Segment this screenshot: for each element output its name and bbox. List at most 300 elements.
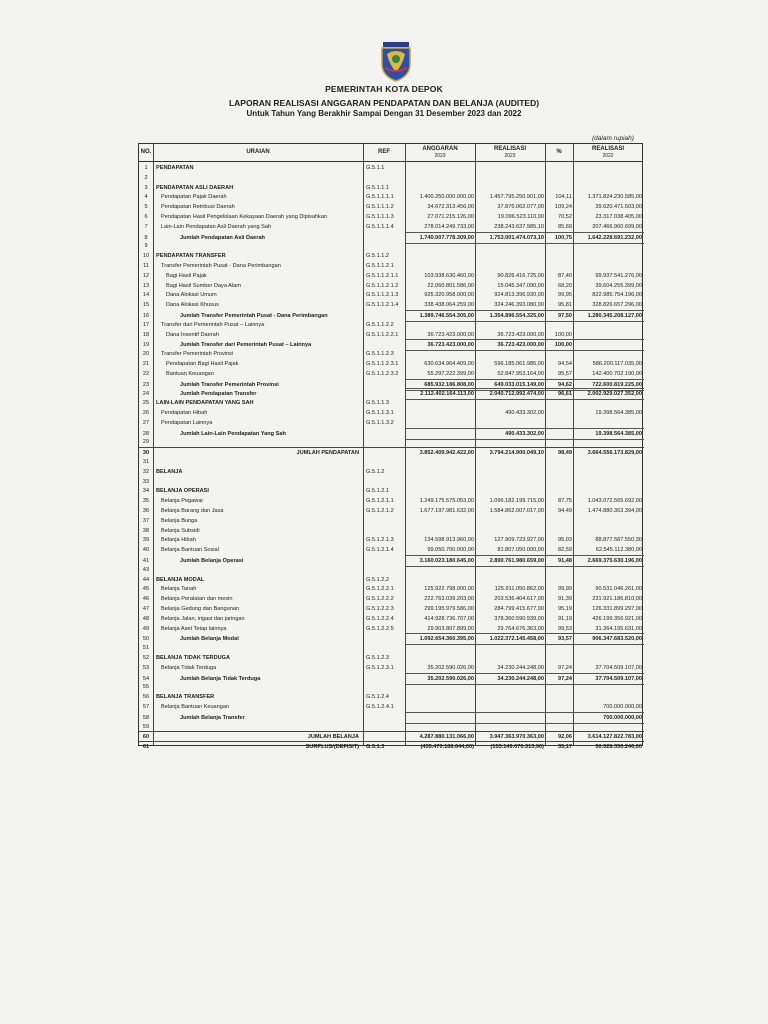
row-no: 21 (142, 361, 150, 367)
row-anggaran: 55.297.222.399,00 (427, 370, 474, 377)
row-percent: 68,20 (558, 282, 572, 289)
row-percent: 95,57 (558, 370, 572, 377)
row-realisasi: 37.876.062.077,00 (497, 204, 544, 211)
row-no: 58 (142, 714, 150, 721)
row-uraian: BELANJA MODAL (156, 576, 205, 583)
row-no: 47 (142, 606, 150, 612)
table-row (139, 702, 644, 712)
row-no: 27 (142, 419, 150, 426)
row-anggaran: 35.202.590.026,00 (427, 675, 474, 682)
row-realisasi-2022: 1.642.228.691.232,00 (587, 234, 642, 241)
row-realisasi: 490.433.302,00 (505, 410, 544, 416)
row-uraian: Belanja Tanah (161, 586, 197, 593)
row-no: 19 (142, 342, 150, 349)
table-row (139, 722, 644, 732)
row-uraian: Jumlah Transfer Pemerintah Pusat - Dana Perimbangan (180, 313, 328, 319)
row-no: 29 (142, 439, 150, 446)
row-realisasi: 52.847.953.164,00 (497, 370, 544, 377)
row-realisasi-2022: 1.474.880.363.394,00 (587, 508, 642, 514)
table-row (139, 330, 644, 340)
row-uraian: Belanja Barang dan Jasa (161, 508, 224, 514)
row-no: 41 (142, 558, 150, 564)
row-realisasi: 3.947.363.970.363,00 (489, 734, 544, 741)
row-realisasi: 1.753.001.474.073,10 (489, 234, 544, 241)
row-ref: G.5.1.1.3.2 (366, 419, 394, 426)
row-ref: G.5.1.1.2.3 (366, 351, 394, 358)
row-uraian: PENDAPATAN TRANSFER (156, 253, 226, 260)
row-realisasi-2022: 700.000.000,00 (603, 704, 642, 710)
row-realisasi-2022: 722.600.819.225,00 (592, 381, 642, 388)
row-no: 25 (142, 400, 150, 407)
row-no: 5 (144, 204, 148, 211)
row-ref: G.5.1.3 (366, 744, 385, 751)
row-realisasi-2022: 1.043.072.565.692,00 (587, 498, 642, 505)
row-percent: 91,39 (558, 596, 572, 603)
row-realisasi: 19.096.523.110,00 (497, 214, 544, 220)
row-uraian: LAIN-LAIN PENDAPATAN YANG SAH (156, 400, 254, 407)
row-realisasi: 490.433.302,00 (505, 430, 544, 437)
row-percent: 98,49 (558, 450, 572, 457)
row-realisasi-2022: 126.331.899.297,00 (592, 606, 642, 612)
row-ref: G.5.1.2.1.2 (366, 508, 394, 514)
row-anggaran: 1.400.250.000.000,00 (419, 194, 474, 201)
row-no: 52 (142, 655, 150, 661)
row-no: 24 (142, 391, 150, 398)
row-percent: 92,06 (558, 734, 572, 741)
table-row (139, 173, 644, 183)
row-no: 22 (142, 370, 150, 377)
row-uraian: Jumlah Transfer Pemerintah Provinsi (180, 381, 279, 388)
row-uraian: Jumlah Belanja Modal (180, 636, 239, 643)
table-row (139, 506, 644, 516)
row-anggaran: 125.922.798.000,00 (424, 586, 474, 593)
col-header-no: NO. (140, 149, 152, 155)
table-row (139, 192, 644, 202)
row-percent: 100,00 (554, 342, 572, 349)
row-realisasi: 34.230.244.248,00 (497, 664, 544, 671)
row-percent: 91,48 (558, 558, 572, 564)
row-realisasi: 378.360.590.939,00 (494, 615, 544, 622)
row-uraian: Jumlah Belanja Operasi (180, 558, 244, 564)
row-realisasi-2022: 207.466.960.699,00 (592, 223, 642, 230)
table-row (139, 526, 644, 536)
row-realisasi: 127.909.723.927,00 (494, 537, 544, 544)
row-ref: G.5.1.1.2.1.1 (366, 272, 399, 279)
row-no: 45 (142, 586, 150, 593)
row-no: 10 (142, 253, 150, 260)
row-realisasi-2022: 1.371.824.230.585,00 (587, 194, 642, 201)
row-no: 7 (144, 223, 148, 230)
row-realisasi: 1.584.862.007.017,00 (489, 508, 544, 514)
row-realisasi: 29.764.676.363,00 (497, 625, 544, 632)
row-no: 16 (142, 313, 150, 319)
row-ref: G.5.1.1.3.1 (366, 410, 394, 416)
row-no: 43 (142, 566, 150, 573)
row-ref: G.5.1.1.1.2 (366, 204, 394, 211)
row-realisasi-2022: 39.604.255.399,00 (595, 282, 642, 289)
row-realisasi: 1.096.182.199.715,00 (489, 498, 544, 505)
table-row (139, 516, 644, 526)
row-realisasi-2022: 822.985.754.196,00 (592, 292, 642, 299)
col-header-realisasi: REALISASI 2023 (493, 145, 526, 159)
row-ref: G.5.1.1.2.2 (366, 321, 394, 328)
row-uraian: Jumlah Pendapatan Asli Daerah (180, 234, 265, 241)
row-uraian: Jumlah Lain-Lain Pendapatan Yang Sah (180, 430, 286, 437)
table-row (139, 163, 644, 173)
row-realisasi: 1.354.896.554.325,00 (489, 313, 544, 319)
row-percent: 99,99 (558, 586, 572, 593)
row-uraian: Belanja Hibah (161, 537, 196, 544)
row-realisasi-2022: 328.826.657.296,00 (592, 302, 642, 309)
row-ref: G.5.1.1.2.2.1 (366, 331, 399, 338)
row-anggaran: 222.763.039.203,00 (424, 596, 474, 603)
row-ref: G.5.1.2.1.1 (366, 498, 394, 505)
row-percent: 85,69 (558, 223, 572, 230)
table-row (139, 241, 644, 251)
row-uraian: Pendapatan Hibah (161, 410, 208, 416)
table-row (139, 290, 644, 300)
row-anggaran: 34.672.313.456,00 (427, 204, 474, 211)
table-row (139, 457, 644, 467)
row-realisasi: 125.911.050.862,00 (494, 586, 544, 593)
table-row (139, 261, 644, 271)
table-row (139, 682, 644, 692)
col-header-uraian: URAIAN (246, 149, 270, 155)
row-realisasi: 81.807.050.000,00 (497, 547, 544, 554)
row-realisasi-2022: 3.664.556.173.829,00 (587, 450, 642, 457)
row-uraian: Bantuan Keuangan (166, 370, 214, 377)
table-row (139, 369, 644, 379)
row-percent: 100,00 (554, 331, 572, 338)
row-no: 14 (142, 292, 150, 299)
row-realisasi: 90.826.416.725,00 (497, 272, 544, 279)
row-realisasi-2022: 99.937.541.276,00 (595, 272, 642, 279)
row-realisasi-2022: 142.400.702.190,00 (592, 370, 642, 377)
table-row (139, 741, 644, 752)
row-percent: 82,59 (558, 547, 572, 554)
row-uraian: Belanja Bantuan Keuangan (161, 704, 230, 710)
row-anggaran: 35.202.590.026,00 (427, 664, 474, 671)
row-realisasi: 1.457.795.250.901,00 (489, 194, 544, 201)
row-realisasi: 203.536.404.617,00 (494, 596, 544, 603)
row-realisasi: 924.813.396.930,00 (494, 292, 544, 299)
row-realisasi-2022: 1.280.345.208.127,00 (587, 313, 642, 319)
row-anggaran: 4.287.880.131.066,00 (419, 734, 474, 741)
table-row (139, 653, 644, 663)
row-no: 23 (142, 381, 150, 388)
row-anggaran: 103.938.630.460,00 (424, 272, 474, 279)
row-uraian: BELANJA TRANSFER (156, 694, 215, 701)
row-realisasi: 284.799.415.677,00 (494, 606, 544, 612)
table-row (139, 477, 644, 487)
row-anggaran: 36.723.423.000,00 (427, 342, 474, 349)
row-no: 18 (142, 331, 150, 338)
row-ref: G.5.1.1.2.1.2 (366, 282, 399, 289)
row-uraian: Jumlah Transfer dari Pemerintah Pusat – Lainnya (180, 342, 312, 349)
row-anggaran: 36.723.423.000,00 (427, 331, 474, 338)
row-anggaran: 22.060.801.586,00 (427, 282, 474, 289)
row-ref: G.5.1.1.2.1.3 (366, 292, 399, 299)
table-row (139, 300, 644, 310)
row-ref: G.5.1.2.4 (366, 694, 390, 701)
row-uraian: Transfer Pemerintah Pusat - Dana Perimbangan (161, 263, 281, 269)
row-realisasi-2022: 586.200.117.035,00 (592, 361, 642, 367)
row-ref: G.5.1.2.2 (366, 576, 390, 583)
row-ref: G.5.1.2.1.4 (366, 547, 394, 554)
row-uraian: Belanja Pegawai (161, 498, 203, 505)
row-uraian: Pendapatan Bagi Hasil Pajak (166, 361, 239, 367)
row-uraian: Belanja Gedung dan Bangunan (161, 606, 240, 612)
row-no: 53 (142, 664, 150, 671)
row-no: 61 (142, 744, 150, 751)
row-anggaran: 1.092.654.360.395,00 (419, 636, 474, 643)
row-uraian: Belanja Bantuan Sosial (161, 547, 219, 554)
row-realisasi: 324.246.393.080,00 (494, 302, 544, 309)
row-uraian: Belanja Jalan, irigasi dan jaringan (161, 615, 245, 622)
row-realisasi-2022: 19.398.564.385,00 (595, 410, 642, 416)
row-ref: G.5.1.2.4.1 (366, 704, 394, 710)
row-ref: G.5.1.2.3.1 (366, 664, 394, 671)
row-no: 40 (142, 547, 150, 554)
row-anggaran: 3.852.409.942.422,00 (419, 450, 474, 457)
row-realisasi: 2.890.761.980.659,00 (489, 558, 544, 564)
table-row (139, 545, 644, 555)
row-realisasi-2022: 19.398.564.385,00 (595, 430, 642, 437)
row-realisasi-2022: 700.000.000,00 (603, 714, 642, 721)
table-row (139, 349, 644, 359)
row-uraian: Dana Alokasi Umum (166, 292, 217, 299)
row-anggaran: (435.470.188.644,00) (420, 744, 474, 751)
row-no: 15 (142, 302, 150, 309)
row-no: 8 (144, 234, 148, 241)
row-uraian: Pendapatan Pajak Daerah (161, 194, 227, 201)
row-percent: 100,75 (554, 234, 572, 241)
row-ref: G.5.1.1.2.1 (366, 263, 394, 269)
row-no: 4 (144, 194, 148, 201)
row-realisasi-2022: 62.545.112.380,00 (595, 547, 642, 554)
row-realisasi-2022: 906.347.683.520,00 (592, 636, 642, 643)
row-uraian: Lain-Lain Pendapatan Asli Daerah yang Sah (161, 223, 272, 230)
table-row (139, 408, 644, 418)
row-percent: 94,49 (558, 508, 572, 514)
row-percent: 97,24 (558, 664, 572, 671)
row-anggaran: 1.740.007.778.309,00 (419, 234, 474, 241)
table-row (139, 594, 644, 604)
table-row (139, 614, 644, 624)
row-percent: 99,95 (558, 292, 572, 299)
row-no: 50 (142, 636, 150, 643)
row-percent: 104,11 (555, 194, 572, 201)
table-row (139, 663, 644, 673)
row-anggaran: 338.438.064.259,00 (424, 302, 474, 309)
row-realisasi: 36.723.423.000,00 (497, 331, 544, 338)
row-anggaran: 925.320.958.000,00 (424, 292, 474, 299)
row-realisasi-2022: 50.528.350.246,00 (595, 744, 642, 751)
row-anggaran: 2.112.402.164.113,00 (420, 391, 474, 398)
row-ref: G.5.1.1.3 (366, 400, 390, 407)
table-row (139, 212, 644, 222)
row-realisasi-2022: 2.002.929.027.352,00 (587, 391, 642, 398)
row-no: 38 (142, 527, 150, 534)
row-realisasi: (153.149.070.313,90) (490, 744, 544, 751)
row-realisasi: 1.022.372.145.458,00 (489, 636, 544, 643)
row-no: 46 (142, 596, 150, 603)
row-no: 60 (142, 734, 150, 741)
row-percent: 95,03 (558, 537, 572, 544)
row-no: 37 (142, 517, 150, 524)
row-no: 12 (142, 272, 150, 279)
row-no: 39 (142, 537, 150, 544)
table-row (139, 624, 644, 634)
budget-realization-table (138, 143, 643, 751)
row-no: 11 (143, 263, 149, 269)
table-row (139, 398, 644, 408)
row-no: 56 (142, 694, 150, 701)
row-no: 51 (142, 645, 150, 652)
row-uraian: PENDAPATAN (156, 165, 194, 171)
row-percent: 99,53 (558, 625, 572, 632)
row-percent: 109,24 (554, 204, 572, 211)
row-realisasi-2022: 90.531.046.261,00 (595, 586, 642, 593)
kota-depok-emblem (379, 42, 413, 82)
report-title: LAPORAN REALISASI ANGGARAN PENDAPATAN DAN BELANJA (AUDITED) (228, 98, 540, 108)
row-percent: 87,75 (558, 498, 572, 505)
row-ref: G.5.1.1.1.1 (366, 194, 394, 201)
table-row (139, 202, 644, 212)
row-realisasi: 15.045.347.090,00 (497, 282, 544, 289)
table-row (139, 251, 644, 261)
row-uraian: Dana Alokasi Khusus (166, 302, 219, 309)
row-no: 28 (142, 430, 150, 437)
col-header-ref: REF (378, 149, 390, 155)
row-no: 49 (142, 625, 150, 632)
table-row (139, 271, 644, 281)
row-no: 36 (142, 508, 150, 514)
row-uraian: Belanja Subsidi (161, 527, 200, 534)
row-uraian: JUMLAH BELANJA (307, 734, 359, 741)
row-anggaran: 134.598.913.960,00 (424, 537, 474, 544)
row-anggaran: 1.389.746.554.305,00 (419, 313, 474, 319)
row-uraian: Transfer dari Pemerintah Pusat – Lainnya (161, 321, 265, 328)
row-percent: 70,52 (558, 214, 572, 220)
row-no: 34 (142, 488, 150, 495)
row-no: 55 (142, 684, 150, 691)
row-uraian: Belanja Peralatan dan mesin (161, 596, 233, 603)
row-percent: 93,57 (558, 636, 572, 643)
row-uraian: Belanja Bunga (161, 517, 198, 524)
row-no: 54 (142, 675, 150, 682)
row-percent: 91,19 (558, 615, 572, 622)
row-realisasi-2022: 39.620.471.503,00 (595, 204, 642, 211)
row-ref: G.5.1.1.2 (366, 253, 390, 260)
row-uraian: Jumlah Pendapatan Transfer (180, 391, 257, 398)
row-realisasi: 2.040.712.992.474,00 (489, 391, 544, 398)
row-no: 33 (142, 478, 150, 485)
table-row (139, 496, 644, 506)
row-percent: 94,62 (558, 381, 572, 388)
row-percent: 94,54 (558, 361, 572, 367)
row-realisasi-2022: 88.877.587.550,30 (595, 537, 642, 544)
row-realisasi-2022: 3.614.127.822.783,00 (587, 734, 642, 741)
row-uraian: JUMLAH PENDAPATAN (296, 450, 359, 457)
row-no: 1 (144, 165, 148, 171)
row-ref: G.5.1.1.1.4 (366, 223, 394, 230)
row-realisasi: 36.723.423.000,00 (497, 342, 544, 349)
row-realisasi-2022: 37.704.509.107,00 (595, 675, 642, 682)
row-uraian: Dana Insentif Daerah (166, 331, 219, 338)
government-name: PEMERINTAH KOTA DEPOK (325, 84, 443, 94)
row-realisasi: 34.230.244.248,00 (497, 675, 544, 682)
row-realisasi: 596.185.061.985,00 (494, 361, 544, 367)
col-header-anggaran: ANGGARAN 2023 (422, 145, 458, 159)
row-anggaran: 414.928.736.707,00 (424, 615, 474, 622)
row-no: 32 (142, 468, 150, 475)
col-header-percent: % (556, 149, 562, 155)
row-anggaran: 685.932.186.808,00 (424, 381, 474, 388)
row-anggaran: 630.634.964.409,00 (424, 361, 474, 367)
table-row (139, 418, 644, 428)
row-anggaran: 3.160.023.180.645,00 (419, 558, 474, 564)
row-anggaran: 299.195.979.586,00 (424, 606, 474, 612)
row-realisasi-2022: 31.364.195.631,00 (595, 625, 642, 632)
currency-unit: (dalam rupiah) (592, 135, 634, 142)
row-realisasi-2022: 23.317.038.405,00 (595, 214, 642, 220)
row-anggaran: 27.071.215.126,00 (427, 214, 474, 220)
row-ref: G.5.1.1.2.1.4 (366, 302, 399, 309)
row-percent: 95,19 (558, 606, 572, 612)
row-uraian: Pendapatan Lainnya (161, 419, 213, 426)
row-anggaran: 1.677.197.981.632,00 (419, 508, 474, 514)
row-no: 31 (142, 459, 150, 465)
report-period: Untuk Tahun Yang Berakhir Sampai Dengan 31 Desember 2023 dan 2022 (246, 109, 522, 118)
row-realisasi: 649.033.015.149,00 (494, 381, 544, 388)
row-ref: G.5.1.1.1 (366, 184, 390, 191)
row-uraian: Belanja Tidak Terduga (161, 664, 217, 671)
row-ref: G.5.1.2.1.3 (366, 537, 394, 544)
row-no: 13 (142, 282, 150, 289)
table-row (139, 222, 644, 232)
row-ref: G.5.1.2.2.4 (366, 615, 394, 622)
row-anggaran: 1.249.175.575.053,00 (419, 498, 474, 505)
row-uraian: Jumlah Belanja Transfer (180, 714, 245, 721)
row-no: 59 (142, 723, 150, 730)
row-uraian: PENDAPATAN ASLI DAERAH (156, 184, 234, 191)
table-row (139, 535, 644, 545)
row-uraian: Bagi Hasil Sumber Daya Alam (166, 282, 241, 289)
row-ref: G.5.1.2.2.1 (366, 586, 394, 593)
table-row (139, 604, 644, 614)
row-percent: 97,24 (558, 675, 572, 682)
col-header-realisasi-prev: REALISASI 2022 (591, 145, 624, 159)
row-ref: G.5.1.2.2.3 (366, 606, 394, 612)
row-no: 17 (142, 321, 150, 328)
row-anggaran: 99.050.700.000,00 (427, 547, 474, 554)
row-no: 3 (144, 184, 148, 191)
row-no: 30 (142, 450, 150, 457)
row-ref: G.5.1.2 (366, 468, 385, 475)
table-row (139, 359, 644, 369)
row-percent: 95,81 (558, 302, 572, 309)
row-no: 20 (142, 351, 150, 358)
row-realisasi: 238.243.637.985,10 (494, 223, 544, 230)
row-realisasi-2022: 2.669.375.630.196,00 (587, 558, 642, 564)
row-anggaran: 278.014.249.733,00 (424, 223, 474, 230)
row-uraian: BELANJA TIDAK TERDUGA (156, 655, 231, 661)
table-row (139, 320, 644, 330)
row-ref: G.5.1.1.2.3.1 (366, 361, 399, 367)
table-row (139, 575, 644, 585)
row-uraian: Jumlah Belanja Tidak Terduga (180, 675, 261, 682)
